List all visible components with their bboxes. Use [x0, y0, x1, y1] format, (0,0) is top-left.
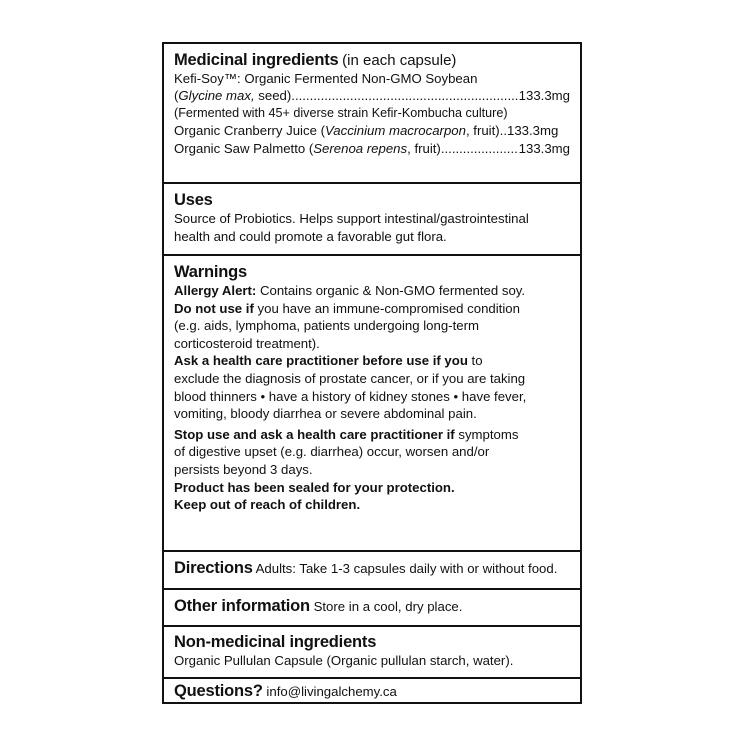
ask-practitioner-text-2: exclude the diagnosis of prostate cancer, or if you are taking [174, 370, 526, 386]
uses-text-line-2: health and could promote a favorable gut flora. [174, 228, 447, 244]
ingredient-cranberry-row [174, 122, 570, 140]
questions-section [164, 677, 580, 704]
medicinal-ingredients-heading: Medicinal ingredients [174, 51, 339, 69]
ingredient-cranberry-part: , fruit).. [465, 123, 507, 139]
ingredient-kefisoy-row: (Glycine max, seed) ..... 133.3mg [174, 87, 570, 105]
allergy-alert-text: Contains organic & Non-GMO fermented soy. [256, 283, 526, 298]
stop-use-text: symptoms [454, 426, 519, 442]
ingredient-cranberry-name: Organic Cranberry Juice ( [174, 123, 325, 139]
medicinal-ingredients-section [164, 44, 580, 182]
ask-practitioner-text-4: vomiting, bloody diarrhea or severe abdominal pain. [174, 406, 477, 422]
ingredient-cranberry-amount: 133.3mg [506, 123, 559, 139]
do-not-use-text: you have an immune-compromised condition [253, 300, 520, 316]
other-information-section [164, 588, 580, 625]
medicinal-ingredients-subheading: (in each capsule) [342, 52, 457, 69]
leader-dots [441, 140, 519, 158]
ingredient-kefisoy-part: seed) [254, 88, 292, 104]
do-not-use-text-2: (e.g. aids, lymphoma, patients undergoing long-term [174, 318, 479, 334]
uses-section [164, 182, 580, 254]
non-medicinal-text: Organic Pullulan Capsule (Organic pullulan starch, water). [174, 653, 514, 668]
directions-text: Adults: Take 1-3 capsules daily with or without food. [252, 561, 558, 576]
questions-email: info@livingalchemy.ca [262, 684, 397, 699]
ask-practitioner-label: Ask a health care practitioner before use if you [174, 353, 468, 369]
stop-use-label: Stop use and ask a health care practitioner if [174, 426, 455, 442]
warnings-section [164, 254, 580, 550]
ingredient-sawpalmetto-latin: Serenoa repens [313, 140, 408, 156]
directions-section [164, 550, 580, 588]
warnings-heading: Warnings [174, 263, 247, 281]
ingredient-sawpalmetto-row [174, 140, 570, 158]
ingredient-sawpalmetto-amount: 133.3mg [518, 140, 570, 156]
allergy-alert-label: Allergy Alert: [174, 283, 257, 298]
keep-out-notice: Keep out of reach of children. [174, 497, 361, 513]
ask-practitioner-text-3: blood thinners • have a history of kidney stones • have fever, [174, 388, 527, 404]
other-information-heading: Other information [174, 597, 310, 615]
directions-heading: Directions [174, 559, 253, 577]
sealed-notice: Product has been sealed for your protection. [174, 479, 455, 495]
non-medicinal-section [164, 625, 580, 677]
product-label-panel [162, 42, 582, 704]
ingredient-sawpalmetto-name: Organic Saw Palmetto ( [174, 140, 314, 156]
other-information-text: Store in a cool, dry place. [309, 599, 463, 614]
fermented-note: (Fermented with 45+ diverse strain Kefir-Kombucha culture) [174, 105, 508, 120]
questions-heading: Questions? [174, 682, 263, 700]
ask-practitioner-text: to [467, 353, 483, 369]
ingredient-kefisoy-name: Kefi-Soy™: Organic Fermented Non-GMO Soybean [174, 70, 478, 86]
ingredient-kefisoy-amount: 133.3mg [518, 88, 570, 104]
stop-use-text-2: of digestive upset (e.g. diarrhea) occur, worsen and/or [174, 444, 490, 460]
stop-use-text-3: persists beyond 3 days. [174, 461, 313, 477]
ingredient-sawpalmetto-part: , fruit) [407, 140, 441, 156]
uses-heading: Uses [174, 191, 213, 209]
uses-text-line-1: Source of Probiotics. Helps support intestinal/gastrointestinal [174, 211, 529, 226]
do-not-use-label: Do not use if [174, 300, 254, 316]
do-not-use-text-3: corticosteroid treatment). [174, 335, 320, 351]
leader-dots [291, 87, 518, 105]
non-medicinal-heading: Non-medicinal ingredients [174, 633, 377, 651]
ingredient-cranberry-latin: Vaccinium macrocarpon [324, 123, 466, 139]
ingredient-kefisoy-latin: Glycine max, [178, 88, 255, 104]
